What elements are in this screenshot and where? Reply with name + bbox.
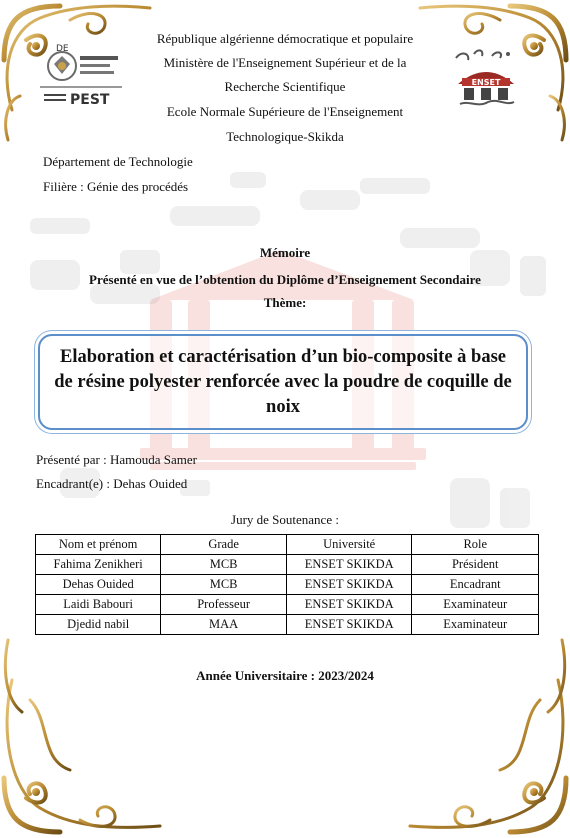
header-school: Ecole Normale Supérieure de l'Enseignement [166,104,404,119]
cell-name: Djedid nabil [36,615,161,635]
thesis-title-box [38,334,528,430]
jury-header-row [36,535,539,555]
table-row [36,575,539,595]
cell-grade: MAA [161,615,287,635]
presented-by: Présenté par : Hamouda Samer [36,452,198,467]
cell-university: ENSET SKIKDA [286,615,412,635]
cell-name: Laidi Babouri [36,595,161,615]
table-row [36,555,539,575]
cell-role: Président [412,555,539,575]
enset-logo-text: ENSET [471,78,501,87]
header-school-name: Technologique-Skikda [226,129,344,144]
diploma-line: Présenté en vue de l’obtention du Diplôme d’Enseignement Secondaire [89,272,481,287]
header-ministry: Ministère de l'Enseignement Supérieur et de la [163,55,407,70]
enset-logo [448,44,524,112]
table-row [36,615,539,635]
header-grade: Grade [161,535,287,555]
pest-logo [40,42,122,108]
supervisor: Encadrant(e) : Dehas Ouided [36,476,188,491]
cell-grade: Professeur [161,595,287,615]
cell-role: Examinateur [412,595,539,615]
pest-logo-subtext: DE [56,44,69,54]
header-role: Role [412,535,539,555]
thesis-title: Elaboration et caractérisation d’un bio-composite à base de résine polyester renforcée avec la poudre de coquille de noix [54,346,512,417]
header-research: Recherche Scientifique [224,79,346,94]
header-republic: République algérienne démocratique et populaire [156,31,414,46]
table-row [36,595,539,615]
jury-table [35,534,539,635]
cell-role: Encadrant [412,575,539,595]
filiere: Filière : Génie des procédés [43,179,189,194]
cell-name: Fahima Zenikheri [36,555,161,575]
cell-role: Examinateur [412,615,539,635]
cell-university: ENSET SKIKDA [286,575,412,595]
theme-label: Thème: [263,295,307,310]
cell-grade: MCB [161,555,287,575]
memoire-label: Mémoire [259,245,311,260]
cell-university: ENSET SKIKDA [286,595,412,615]
cell-grade: MCB [161,575,287,595]
jury-title: Jury de Soutenance : [231,512,339,527]
header-university: Université [286,535,412,555]
department: Département de Technologie [43,154,193,169]
pest-logo-text: PEST [70,92,110,108]
header-name: Nom et prénom [36,535,161,555]
cell-name: Dehas Ouided [36,575,161,595]
academic-year: Année Universitaire : 2023/2024 [196,668,374,683]
cell-university: ENSET SKIKDA [286,555,412,575]
